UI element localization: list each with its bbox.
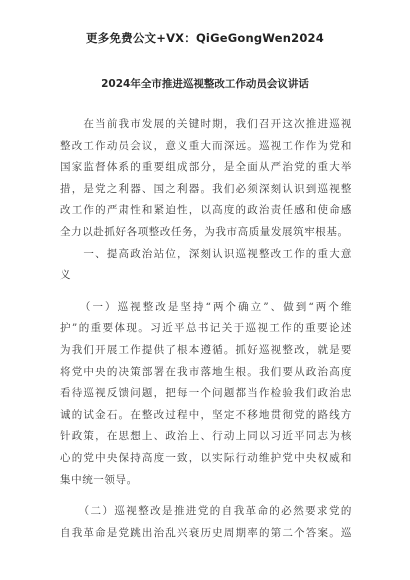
text-line: 在当前我市发展的关键时期，我们召开这次推进巡视: [60, 118, 352, 130]
promo-header: 更多免费公文+VX：QiGeGongWen2024: [86, 31, 324, 45]
section-heading-line: 义: [60, 269, 72, 282]
text-line: 看待巡视反馈问题，把每一个问题都当作检验我们政治忠: [60, 387, 352, 400]
text-line: 护”的重要体现。习近平总书记关于巡视工作的重要论述: [60, 322, 352, 335]
section-heading-line: 一、提高政治站位，深刻认识巡视整改工作的重大意: [60, 247, 352, 260]
text-line: 为我们开展工作提供了根本遵循。抓好巡视整改，就是要: [60, 343, 352, 356]
paragraph-point-two: [60, 501, 352, 544]
paragraph-point-one: [60, 297, 352, 491]
text-line: 心的党中央保持高度一致，以实际行动维护党中央权威和: [60, 451, 352, 464]
text-line: 措，是党之利器、国之利器。我们必须深刻认识到巡视整: [60, 182, 352, 195]
text-line: 将党中央的决策部署在我市落地生根。我们要从政治高度: [60, 365, 352, 378]
paragraph-intro: [60, 114, 352, 287]
text-line: 自我革命是党跳出治乱兴衰历史周期率的第二个答案。巡: [60, 526, 352, 539]
document-title: 2024年全市推进巡视整改工作动员会议讲话: [101, 78, 309, 90]
text-line: （二）巡视整改是推进党的自我革命的必然要求党的: [60, 505, 352, 518]
text-line: （一）巡视整改是坚持“两个确立”、做到“两个维: [60, 300, 352, 313]
text-line: 诚的试金石。在整改过程中，坚定不移地贯彻党的路线方: [60, 408, 352, 421]
text-line: 全力以赴抓好各项整改任务，为我市高质量发展筑牢根基。: [60, 225, 349, 238]
text-line: 改工作的严肃性和紧迫性，以高度的政治责任感和使命感: [60, 204, 352, 217]
document-body: [60, 114, 352, 544]
text-line: 针政策，在思想上、政治上、行动上同以习近平同志为核: [60, 430, 352, 443]
text-line: 整改工作动员会议，意义重大而深远。巡视工作作为党和: [60, 139, 352, 152]
text-line: 国家监督体系的重要组成部分，是全面从严治党的重大举: [60, 161, 352, 174]
text-line: 集中统一领导。: [60, 473, 138, 486]
